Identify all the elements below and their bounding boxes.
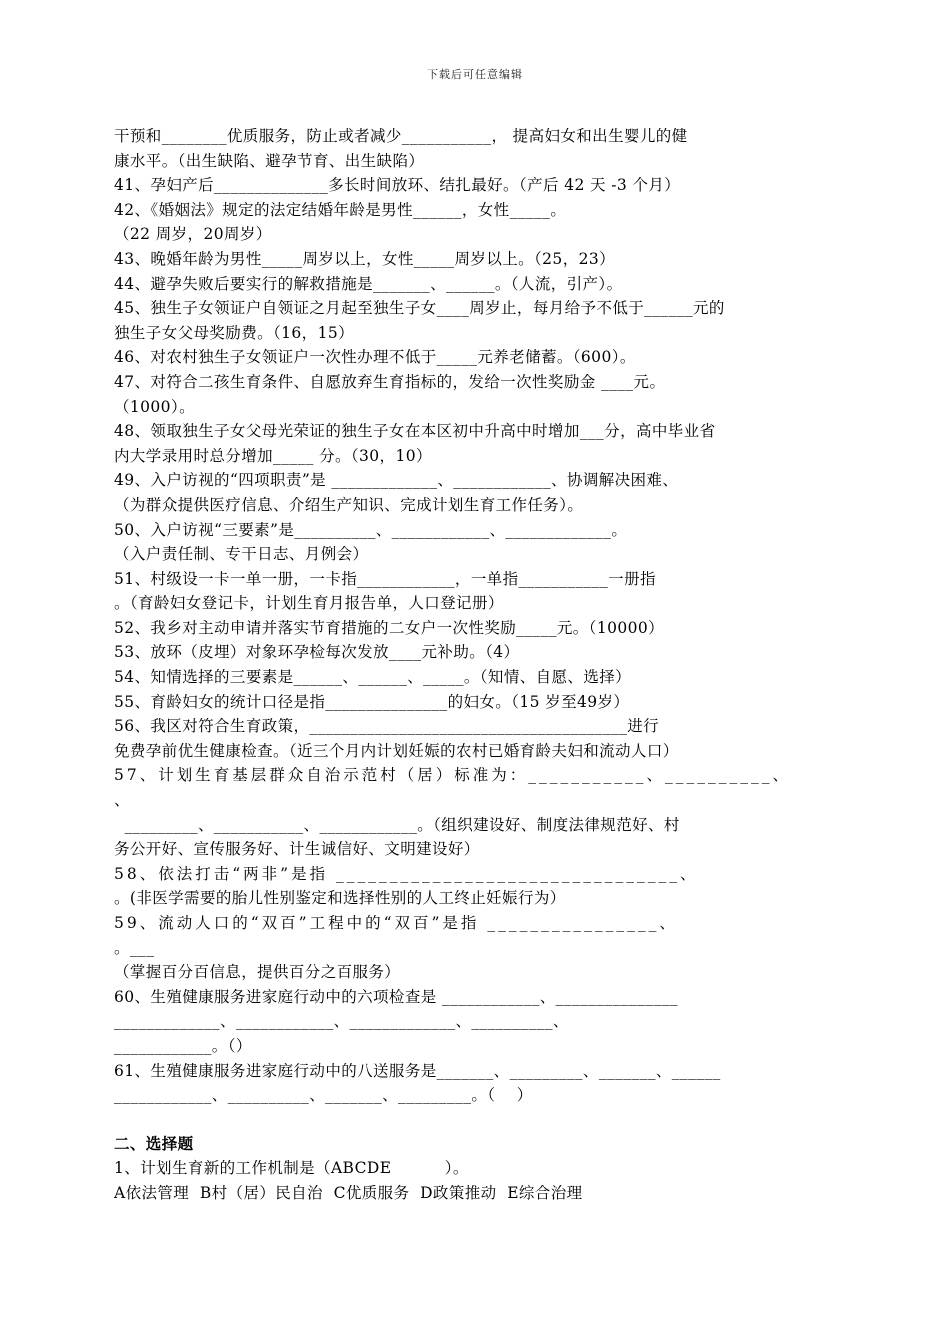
text-line: 53、放环（皮埋）对象环孕检每次发放____元补助。（4） — [114, 643, 520, 662]
text-line: 56、我区对符合生育政策，_______________________________________进行 — [114, 717, 660, 736]
text-line: （1000）。 — [114, 397, 195, 416]
text-line: 55、育龄妇女的统计口径是指_______________的妇女。（15 岁至49岁） — [114, 692, 630, 711]
text-line: 44、避孕失败后要实行的解救措施是_______、______。（人流，引产）。 — [114, 274, 623, 293]
section-spacer — [114, 1108, 838, 1132]
text-line: 45、独生子女领证户自领证之月起至独生子女____周岁止，每月给予不低于______元的 — [114, 299, 725, 318]
text-line: 50、入户访视“三要素”是__________、____________、_____________。 — [114, 520, 628, 539]
text-line: 42、《婚姻法》规定的法定结婚年龄是男性______，女性_____。 — [114, 200, 567, 219]
text-line: 49、入户访视的“四项职责”是 _____________、____________、协调解决困难、 — [114, 471, 679, 490]
text-line: 独生子女父母奖励费。（16，15） — [114, 323, 354, 342]
text-line: 60、生殖健康服务进家庭行动中的六项检查是 ____________、_______________ — [114, 987, 678, 1006]
text-line: （掌握百分百信息，提供百分之百服务） — [114, 963, 401, 982]
page-header: 下载后可任意编辑 — [427, 68, 523, 81]
document-body — [114, 124, 838, 1206]
text-line: ____________。（） — [114, 1036, 252, 1055]
text-line: ____________、__________、_______、_________。（ ） — [114, 1086, 533, 1105]
text-line: 43、晚婚年龄为男性_____周岁以上，女性_____周岁以上。（25，23） — [114, 249, 616, 268]
text-line: （入户责任制、专干日志、月例会） — [114, 545, 369, 564]
question-text: 1、计划生育新的工作机制是（ABCDE ）。 — [114, 1159, 469, 1178]
text-line: （为群众提供医疗信息、介绍生产知识、完成计划生育工作任务）。 — [114, 495, 584, 514]
text-line: 。（育龄妇女登记卡，计划生育月报告单，人口登记册） — [114, 594, 504, 613]
text-line: 46、对农村独生子女领证户一次性办理不低于_____元养老储蓄。（600）。 — [114, 348, 636, 367]
text-line: 51、村级设一卡一单一册，一卡指____________，一单指___________一册指 — [114, 569, 656, 588]
text-line: 48、领取独生子女父母光荣证的独生子女在本区初中升高中时增加___分，高中毕业省 — [114, 422, 716, 441]
text-line: 52、我乡对主动申请并落实节育措施的二女户一次性奖励_____元。（10000） — [114, 618, 665, 637]
text-line: _________、___________、____________。（组织建设好、制度法律规范好、村 — [114, 815, 680, 834]
text-line: 47、对符合二孩生育条件、自愿放弃生育指标的，发给一次性奖励金 ____元。 — [114, 372, 666, 391]
text-line: _____________、____________、_____________、__________、 — [114, 1012, 569, 1031]
text-line: 59、流动人口的“双百”工程中的“双百”是指 ________________、 — [114, 914, 678, 932]
text-line: 。___ — [114, 938, 155, 957]
text-line: 、 — [114, 791, 130, 810]
text-line: 41、孕妇产后______________多长时间放环、结扎最好。（产后 42 天 -3 个月） — [114, 176, 681, 195]
text-line: 54、知情选择的三要素是______、______、_____。（知情、自愿、选择） — [114, 668, 632, 687]
text-line: 57、计划生育基层群众自治示范村（居）标准为：___________、__________、 — [114, 766, 791, 785]
text-line: 干预和________优质服务，防止或者减少___________， 提高妇女和出生婴儿的健 — [114, 127, 688, 145]
question-options: A依法管理 B村（居）民自治 C优质服务 D政策推动 E综合治理 — [114, 1183, 583, 1202]
text-line: 务公开好、宣传服务好、计生诚信好、文明建设好） — [114, 840, 480, 859]
text-line: 内大学录用时总分增加_____ 分。（30，10） — [114, 446, 432, 465]
text-line: 免费孕前优生健康检查。（近三个月内计划妊娠的农村已婚育龄夫妇和流动人口） — [114, 741, 679, 760]
text-line: （22 周岁，20周岁） — [114, 225, 272, 244]
text-line: 康水平。（出生缺陷、避孕节育、出生缺陷） — [114, 151, 425, 170]
text-line: 61、生殖健康服务进家庭行动中的八送服务是_______、_________、_______、______ — [114, 1061, 721, 1080]
text-line: 。(非医学需要的胎儿性别鉴定和选择性别的人工终止妊娠行为） — [114, 889, 566, 908]
section-heading: 二、选择题 — [114, 1133, 194, 1153]
text-line: 58、依法打击“两非”是指 ________________________________、 — [114, 864, 699, 883]
